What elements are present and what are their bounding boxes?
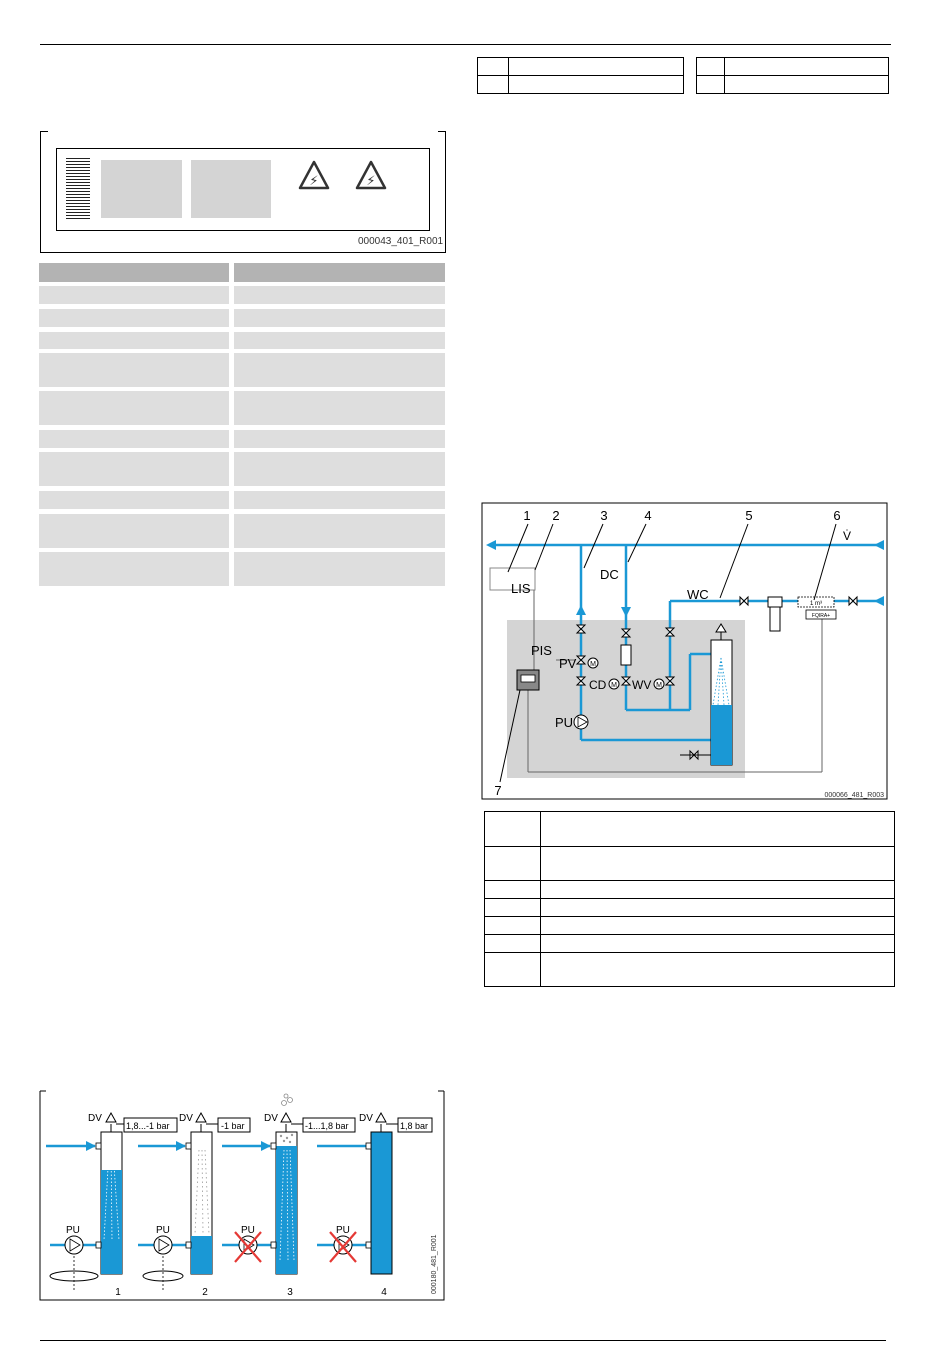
legend-row	[485, 847, 895, 881]
motor-label: M	[611, 682, 617, 689]
legend-table	[484, 811, 895, 987]
step-number: 2	[202, 1287, 208, 1298]
component-label-pu: PU	[555, 715, 574, 730]
table-cell	[234, 332, 445, 349]
callout-number: 4	[644, 508, 652, 523]
step-4	[317, 1113, 432, 1274]
component-label-pis: PIS	[531, 643, 552, 658]
meter-label: 1 m³	[810, 601, 822, 607]
step-2	[138, 1113, 250, 1292]
flow-rate-label: V̇	[842, 529, 852, 543]
table-cell	[234, 309, 445, 327]
table-row	[39, 491, 445, 509]
reference-table-right	[696, 57, 889, 94]
plate-field-left	[101, 160, 182, 218]
vent-valve-icon	[281, 1113, 291, 1122]
callout-number: 6	[833, 508, 841, 523]
plate-field-right	[191, 160, 271, 218]
table-cell	[39, 452, 229, 486]
pressure-label: 1,8...-1 bar	[126, 1121, 170, 1131]
table-cell	[234, 491, 445, 509]
vent-valve-icon	[106, 1113, 116, 1122]
table-row	[39, 391, 445, 425]
legend-row	[485, 812, 895, 847]
table-cell	[39, 353, 229, 387]
table-row	[39, 430, 445, 448]
filter-body	[770, 607, 780, 631]
table-cell	[234, 391, 445, 425]
barcode-graphic	[66, 158, 90, 220]
component-label-lis: LIS	[511, 581, 531, 596]
callout-number: 3	[600, 508, 608, 523]
callout-number: 5	[745, 508, 753, 523]
type-plate-caption: 000043_401_R001	[358, 236, 444, 247]
table-row	[39, 552, 445, 586]
fqira-label: FQIRA+	[811, 613, 831, 619]
pressure-label: 1,8 bar	[400, 1121, 429, 1131]
filter-icon	[768, 597, 782, 607]
pump-label: PU	[336, 1225, 350, 1236]
table-cell	[39, 286, 229, 304]
pump-label: PU	[156, 1225, 170, 1236]
gas-bubbles-icon	[282, 1094, 293, 1106]
legend-row	[485, 899, 895, 917]
component-label-wc: WC	[687, 587, 709, 602]
warning-bolt-glyph: ⚡	[366, 173, 376, 188]
check-valve	[621, 645, 631, 665]
function-diagram	[480, 502, 890, 802]
table-cell	[39, 491, 229, 509]
reference-table-left	[477, 57, 684, 94]
table-header-cell	[39, 263, 229, 282]
step-number: 4	[381, 1287, 387, 1298]
table-cell	[39, 514, 229, 548]
pump-label: PU	[241, 1225, 255, 1236]
vent-valve-icon	[196, 1113, 206, 1122]
table-cell	[39, 391, 229, 425]
pressure-label: -1...1,8 bar	[305, 1121, 349, 1131]
callout-number: 7	[494, 783, 502, 798]
vent-valve-icon	[376, 1113, 386, 1122]
table-row	[39, 332, 445, 349]
vessel-water-level	[711, 705, 732, 765]
legend-row	[485, 953, 895, 987]
motor-label: M	[590, 661, 596, 668]
table-row	[39, 286, 445, 304]
table-cell	[234, 514, 445, 548]
legend-row	[485, 881, 895, 899]
table-row	[39, 452, 445, 486]
component-label-dc: DC	[600, 567, 619, 582]
table-header-row	[39, 263, 445, 282]
table-cell	[39, 309, 229, 327]
callout-number: 2	[552, 508, 560, 523]
component-label-pv: PV	[559, 656, 577, 671]
valve-label: DV	[359, 1113, 373, 1124]
valve-label: DV	[179, 1113, 193, 1124]
motor-label: M	[656, 682, 662, 689]
electrical-warning-icon	[355, 160, 387, 190]
step-number: 1	[115, 1287, 121, 1298]
callout-number: 1	[523, 508, 531, 523]
table-cell	[234, 353, 445, 387]
table-row	[39, 353, 445, 387]
footer-rule	[40, 1340, 886, 1341]
table-cell	[234, 552, 445, 586]
function-diagram-caption: 000066_481_R003	[824, 792, 884, 799]
table-cell	[234, 430, 445, 448]
degassing-diagram-caption: 000180_481_R001	[431, 1234, 438, 1294]
header-rule	[40, 44, 891, 45]
step-1	[46, 1113, 177, 1292]
pump-icon	[574, 715, 588, 729]
component-label-cd: CD	[589, 678, 607, 692]
step-number: 3	[287, 1287, 293, 1298]
electrical-warning-icon	[298, 160, 330, 190]
table-cell	[39, 430, 229, 448]
table-cell	[39, 332, 229, 349]
component-label-wv: WV	[632, 678, 652, 692]
legend-row	[485, 935, 895, 953]
pump-label: PU	[66, 1225, 80, 1236]
valve-label: DV	[88, 1113, 102, 1124]
legend-row	[485, 917, 895, 935]
pressure-label: -1 bar	[221, 1121, 245, 1131]
degassing-cycle-diagram	[36, 1088, 448, 1304]
table-cell	[234, 452, 445, 486]
table-row	[39, 309, 445, 327]
table-row	[39, 514, 445, 548]
table-header-cell	[234, 263, 445, 282]
table-cell	[234, 286, 445, 304]
warning-bolt-glyph: ⚡	[309, 173, 319, 188]
table-cell	[39, 552, 229, 586]
valve-label: DV	[264, 1113, 278, 1124]
